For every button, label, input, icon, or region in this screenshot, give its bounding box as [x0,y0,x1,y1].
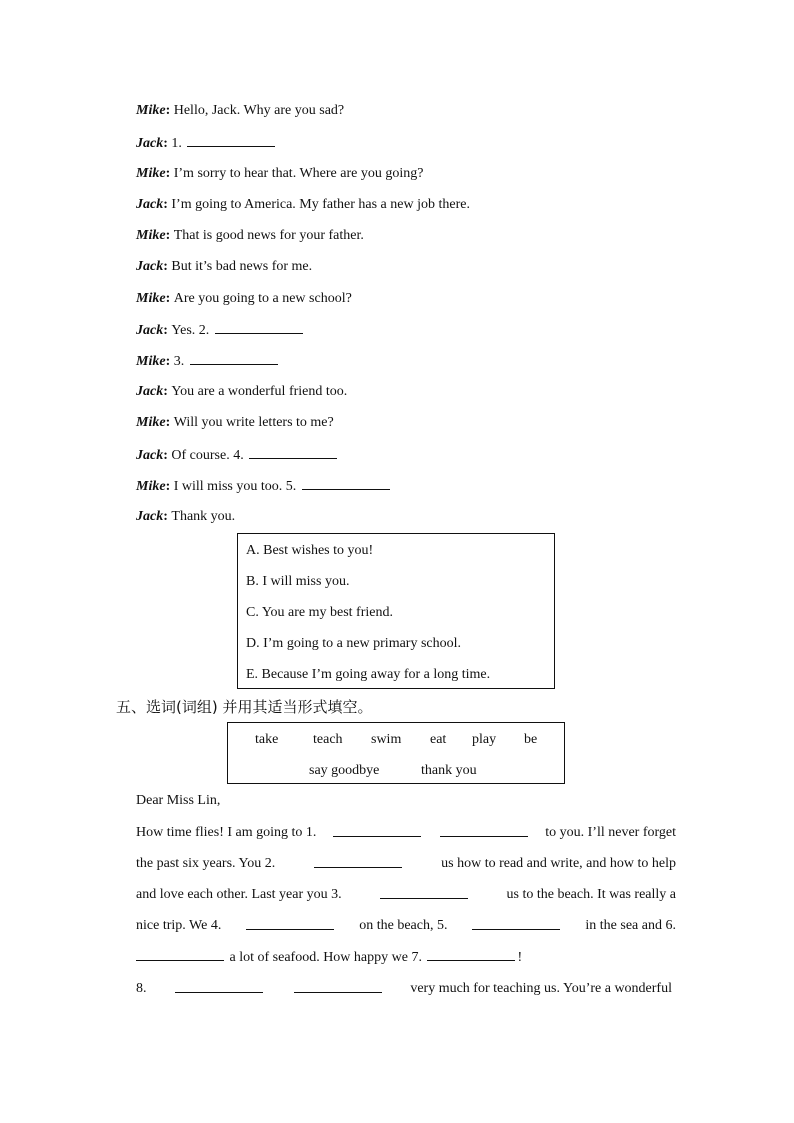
dialogue-line: Mike: I will miss you too. 5. [136,477,392,496]
answer-blank[interactable] [314,855,402,868]
speaker-name: Mike [136,479,166,494]
speaker-name: Jack [136,259,164,274]
dialogue-text: But it’s bad news for me. [171,259,313,274]
speaker-name: Jack [136,448,164,463]
dialogue-line: Mike: I’m sorry to hear that. Where are you going? [136,166,424,181]
letter-text: the past six years. You 2. [136,856,276,871]
letter-text: to you. I’ll never forget [545,825,676,840]
word-be: be [524,732,538,747]
dialogue-text: Will you write letters to me? [173,415,334,430]
speaker-name: Mike [136,354,166,369]
dialogue-text: Yes. 2. [171,323,210,338]
word-teach: teach [313,732,343,747]
word-take: take [255,732,279,747]
speaker-name: Jack [136,323,164,338]
answer-blank[interactable] [215,321,303,334]
letter-line [136,917,676,935]
word-bank [227,722,565,784]
letter-line [136,980,672,998]
dialogue-line: Mike: Will you write letters to me? [136,415,334,430]
answer-blank[interactable] [380,886,468,899]
letter-text: us how to read and write, and how to help [441,856,676,871]
dialogue-line: Jack: Yes. 2. [136,321,305,340]
letter-text: a lot of seafood. How happy we 7. [229,950,422,965]
speaker-name: Jack [136,509,164,524]
dialogue-text: That is good news for your father. [173,228,364,243]
dialogue-line: Mike: Are you going to a new school? [136,291,352,306]
answer-blank[interactable] [190,352,278,365]
speaker-name: Mike [136,166,166,181]
answer-blank[interactable] [427,948,515,961]
letter-text: 8. [136,981,147,996]
option-e: E. Because I’m going away for a long time. [246,667,491,682]
dialogue-line: Mike: 3. [136,352,280,371]
dialogue-line: Jack: 1. [136,134,277,153]
dialogue-text: I’m going to America. My father has a new job there. [171,197,470,212]
letter-text: on the beach, 5. [359,918,448,933]
dialogue-line: Mike: Hello, Jack. Why are you sad? [136,103,345,118]
answer-blank[interactable] [472,917,560,930]
speaker-name: Jack [136,136,164,151]
option-c: C. You are my best friend. [246,605,393,620]
answer-blank[interactable] [187,134,275,147]
letter-text: us to the beach. It was really a [506,887,676,902]
speaker-name: Jack [136,197,164,212]
dialogue-text: 3. [173,354,185,369]
letter-text: and love each other. Last year you 3. [136,887,342,902]
letter-line [136,855,676,873]
answer-blank[interactable] [175,980,263,993]
dialogue-line: Jack: You are a wonderful friend too. [136,384,348,399]
speaker-name: Mike [136,415,166,430]
option-d: D. I’m going to a new primary school. [246,636,462,651]
option-a: A. Best wishes to you! [246,543,374,558]
letter-line [136,948,676,967]
speaker-name: Mike [136,103,166,118]
answer-blank[interactable] [136,948,224,961]
word-play: play [472,732,497,747]
letter-line [136,824,676,842]
letter-text: nice trip. We 4. [136,918,222,933]
dialogue-text: Hello, Jack. Why are you sad? [173,103,345,118]
speaker-name: Mike [136,291,166,306]
answer-blank[interactable] [440,824,528,837]
option-b: B. I will miss you. [246,574,350,589]
word-thank-you: thank you [421,763,477,778]
dialogue-text: I will miss you too. 5. [173,479,297,494]
word-eat: eat [430,732,447,747]
dialogue-text: Of course. 4. [171,448,244,463]
dialogue-text: Are you going to a new school? [173,291,352,306]
answer-blank[interactable] [333,824,421,837]
dialogue-line: Jack: I’m going to America. My father has a new job there. [136,197,470,212]
dialogue-text: Thank you. [171,509,236,524]
speaker-name: Mike [136,228,166,243]
dialogue-line: Jack: Thank you. [136,509,236,524]
options-box [237,533,555,689]
dialogue-line: Jack: Of course. 4. [136,446,339,465]
speaker-name: Jack [136,384,164,399]
letter-line [136,886,676,904]
dialogue-text: 1. [171,136,182,151]
section-heading: 五、选词(词组) 并用其适当形式填空。 [116,698,373,716]
dialogue-text: You are a wonderful friend too. [171,384,348,399]
letter-text: very much for teaching us. You’re a wonderful [410,981,672,996]
answer-blank[interactable] [302,477,390,490]
dialogue-line: Mike: That is good news for your father. [136,228,364,243]
dialogue-line: Jack: But it’s bad news for me. [136,259,313,274]
word-swim: swim [371,732,402,747]
answer-blank[interactable] [294,980,382,993]
dialogue-text: I’m sorry to hear that. Where are you going? [173,166,424,181]
letter-greeting: Dear Miss Lin, [136,793,221,808]
letter-text: ! [517,950,523,965]
word-say-goodbye: say goodbye [309,763,380,778]
letter-text: in the sea and 6. [585,918,676,933]
answer-blank[interactable] [246,917,334,930]
answer-blank[interactable] [249,446,337,459]
letter-text: How time flies! I am going to 1. [136,825,317,840]
